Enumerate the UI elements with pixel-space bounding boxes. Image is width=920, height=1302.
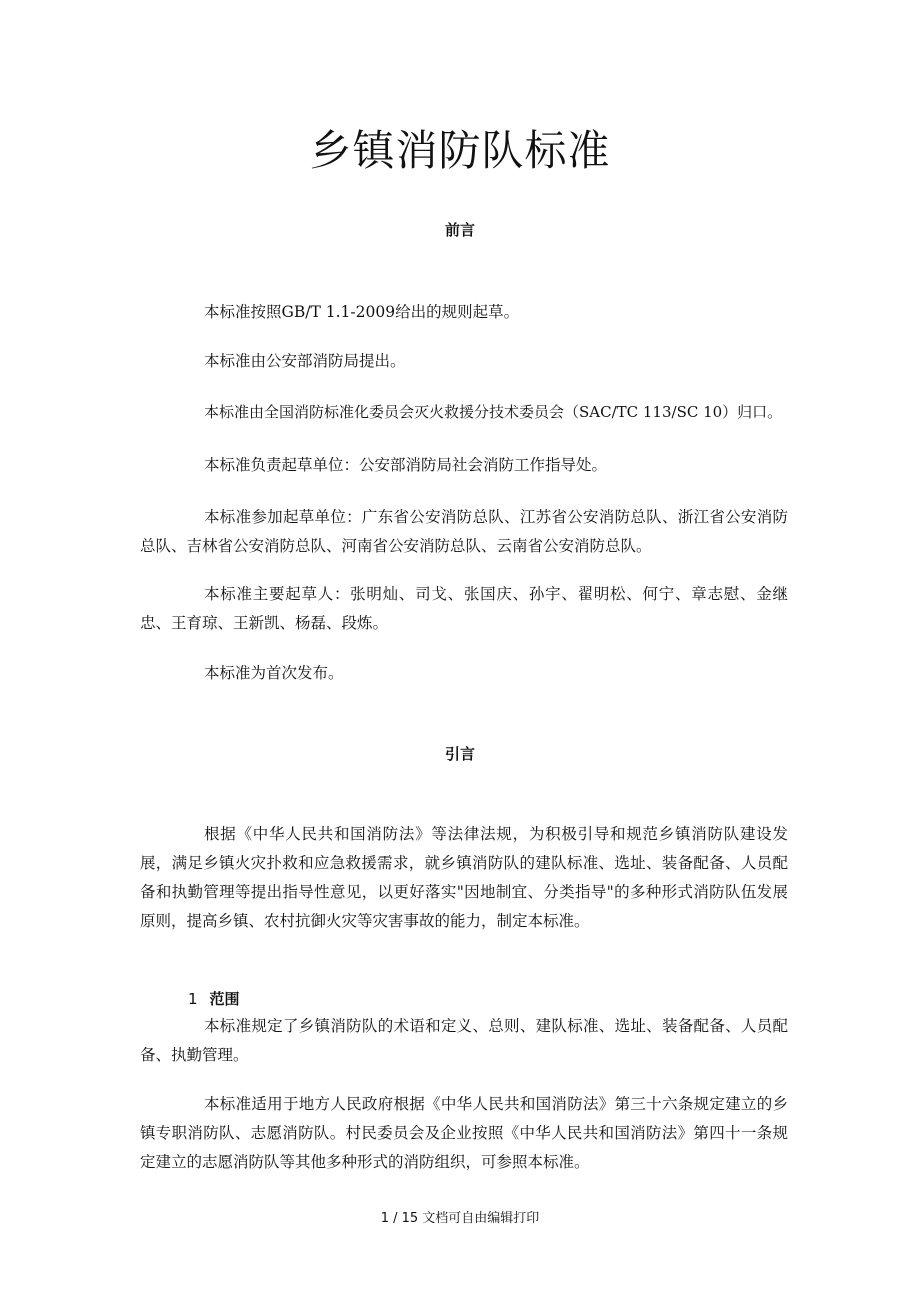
foreword-paragraph: 本标准由全国消防标准化委员会灭火救援分技术委员会（SAC/TC 113/SC 10）归口。 bbox=[204, 403, 783, 421]
foreword-paragraph: 本标准为首次发布。 bbox=[204, 664, 344, 682]
document-title: 乡镇消防队标准 bbox=[309, 126, 611, 175]
foreword-paragraph: 本标准参加起草单位：广东省公安消防总队、江苏省公安消防总队、浙江省公安消防总队、吉林省公安消防总队、河南省公安消防总队、云南省公安消防总队。 bbox=[140, 508, 788, 555]
introduction-paragraph: 根据《中华人民共和国消防法》等法律法规，为积极引导和规范乡镇消防队建设发展，满足乡镇火灾扑救和应急救援需求，就乡镇消防队的建队标准、选址、装备配备、人员配备和执勤管理等提出指导性意见，以更好落实"因地制宜、分类指导"的多种形式消防队伍发展原则，提高乡镇、农村抗御火灾等灾害事故的能力，制定本标准。 bbox=[140, 825, 788, 930]
foreword-paragraph: 本标准按照GB/T 1.1-2009给出的规则起草。 bbox=[204, 303, 520, 321]
foreword-paragraph: 本标准主要起草人：张明灿、司戈、张国庆、孙宇、翟明松、何宁、章志慰、金继忠、王育琼、王新凯、杨磊、段炼。 bbox=[140, 585, 788, 632]
scope-paragraph: 本标准适用于地方人民政府根据《中华人民共和国消防法》第三十六条规定建立的乡镇专职消防队、志愿消防队。村民委员会及企业按照《中华人民共和国消防法》第四十一条规定建立的志愿消防队等其他多种形式的消防组织，可参照本标准。 bbox=[140, 1095, 788, 1171]
section-heading bbox=[188, 988, 240, 1009]
scope-paragraph: 本标准规定了乡镇消防队的术语和定义、总则、建队标准、选址、装备配备、人员配备、执勤管理。 bbox=[140, 1017, 788, 1064]
page-footer: 1 / 15 文档可自由编辑打印 bbox=[380, 1211, 540, 1226]
foreword-paragraph: 本标准负责起草单位：公安部消防局社会消防工作指导处。 bbox=[204, 456, 608, 474]
section-title: 范围 bbox=[209, 990, 240, 1008]
foreword-paragraph: 本标准由公安部消防局提出。 bbox=[204, 352, 406, 370]
introduction-heading: 引言 bbox=[444, 745, 475, 763]
section-number: 1 bbox=[188, 990, 198, 1008]
foreword-heading: 前言 bbox=[444, 221, 475, 239]
